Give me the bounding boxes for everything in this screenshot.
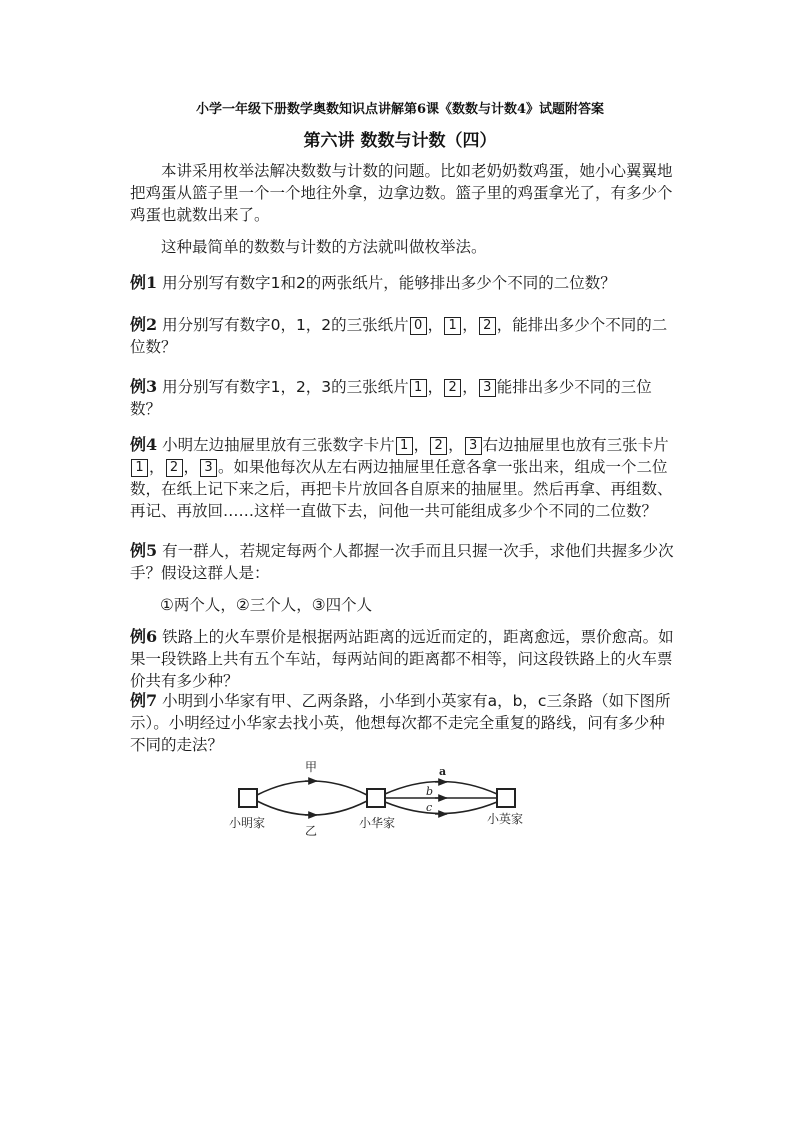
path-label-a: a <box>439 765 447 778</box>
example-6-label: 例6 <box>130 627 158 646</box>
example-4-label: 例4 <box>130 435 158 454</box>
node-label-xiaoying: 小英家 <box>487 812 524 826</box>
document-title: 小学一年级下册数学奥数知识点讲解第6课《数数与计数4》试题附答案 <box>195 102 605 117</box>
number-card: 3 <box>465 437 482 455</box>
xiaoming-home-box <box>239 789 257 807</box>
number-card: 1 <box>396 437 413 455</box>
example-5-text: 有一群人，若规定每两个人都握一次手而且只握一次手，求他们共握多少次手？假设这群人是： <box>130 542 674 582</box>
example-6-text: 铁路上的火车票价是根据两站距离的远近而定的，距离愈远，票价愈高。如果一段铁路上共有五个车站，每两站间的距离都不相等，问这段铁路上的火车票价共有多少种？ <box>130 628 674 690</box>
example-4-text-c: 。如果他每次从左右两边抽屉里任意各拿一张出来，组成一个二位数，在纸上记下来之后，再把卡片放回各自原来的抽屉里。然后再拿、再组数、再记、再放回……这样一直做下去，问他一共可能组成多少个不同的二位数？ <box>130 458 673 520</box>
example-7 <box>130 690 675 756</box>
example-2: 例2 用分别写有数字0，1，2的三张纸片 0 ， 1 ， 2 ，能排出多少个不同的二位数？ <box>130 315 668 356</box>
node-label-xiaohua: 小华家 <box>359 816 396 830</box>
lecture-title: 第六讲 数数与计数（四） <box>303 131 497 151</box>
intro-method-paragraph: 这种最简单的数数与计数的方法就叫做枚举法。 <box>161 238 487 256</box>
number-card: 3 <box>200 459 217 477</box>
path-yi <box>257 801 367 815</box>
xiaohua-home-box <box>367 789 385 807</box>
example-3-text-b: 能排出多少不同的三位数？ <box>130 378 652 418</box>
number-card: 1 <box>131 459 148 477</box>
path-c <box>385 802 497 814</box>
example-4: 例4 小明左边抽屉里放有三张数字卡片 1 ， 2 ， 3 右边抽屉里也放有三张卡片1 ， 2 ， 3 。如果他每次从左右两边抽屉里任意各拿一张出来，组成一个二位数，在纸上记下来之后，再把卡片放回各自原来的抽屉里。然后再拿、再组数、再记、再放回……这样一直做下去，问他一共可能组成多少个不同的二位数？ <box>130 435 673 520</box>
example-2-label: 例2 <box>130 315 158 334</box>
example-5-label: 例5 <box>130 541 158 560</box>
example-3: 例3 用分别写有数字1，2，3的三张纸片 1 ， 2 ， 3 能排出多少不同的三位数？ <box>130 377 652 418</box>
example-4-text-b: 右边抽屉里也放有三张卡片 <box>482 436 669 454</box>
number-card: 0 <box>410 317 427 335</box>
example-5-options: ①两个人，②三个人，③四个人 <box>160 596 373 614</box>
example-4-text-a: 小明左边抽屉里放有三张数字卡片 <box>162 436 395 454</box>
intro-paragraph: 本讲采用枚举法解决数数与计数的问题。比如老奶奶数鸡蛋，她小心翼翼地把鸡蛋从篮子里一个一个地往外拿，边拿边数。篮子里的鸡蛋拿光了，有多少个鸡蛋也就数出来了。 <box>130 162 673 224</box>
example-1 <box>130 272 675 294</box>
number-card: 2 <box>166 459 183 477</box>
route-diagram <box>225 755 545 850</box>
number-card: 2 <box>430 437 447 455</box>
example-2-text-b: ，能排出多少个不同的二位数？ <box>130 316 668 356</box>
path-a <box>385 782 497 795</box>
path-label-b: b <box>426 785 434 798</box>
example-6 <box>130 626 675 692</box>
example-7-label: 例7 <box>130 691 158 710</box>
path-jia <box>257 781 367 795</box>
example-3-text-a: 用分别写有数字1，2，3的三张纸片 <box>162 378 409 396</box>
number-card: 1 <box>410 379 427 397</box>
node-label-xiaoming: 小明家 <box>229 816 266 830</box>
example-3-label: 例3 <box>130 377 158 396</box>
number-card: 3 <box>479 379 496 397</box>
path-label-yi: 乙 <box>305 824 318 838</box>
path-label-c: c <box>426 801 433 814</box>
path-label-jia: 甲 <box>305 760 318 774</box>
xiaoying-home-box <box>497 789 515 807</box>
number-card: 1 <box>444 317 461 335</box>
example-1-text: 用分别写有数字1和2的两张纸片，能够排出多少个不同的二位数？ <box>162 274 616 292</box>
example-7-text: 小明到小华家有甲、乙两条路，小华到小英家有a，b，c三条路（如下图所示）。小明经过小华家去找小英，他想每次都不走完全重复的路线，问有多少种不同的走法？ <box>130 692 671 754</box>
example-1-label: 例1 <box>130 273 158 292</box>
number-card: 2 <box>444 379 461 397</box>
number-card: 2 <box>479 317 496 335</box>
example-5 <box>130 540 675 584</box>
example-2-text-a: 用分别写有数字0，1，2的三张纸片 <box>162 316 409 334</box>
